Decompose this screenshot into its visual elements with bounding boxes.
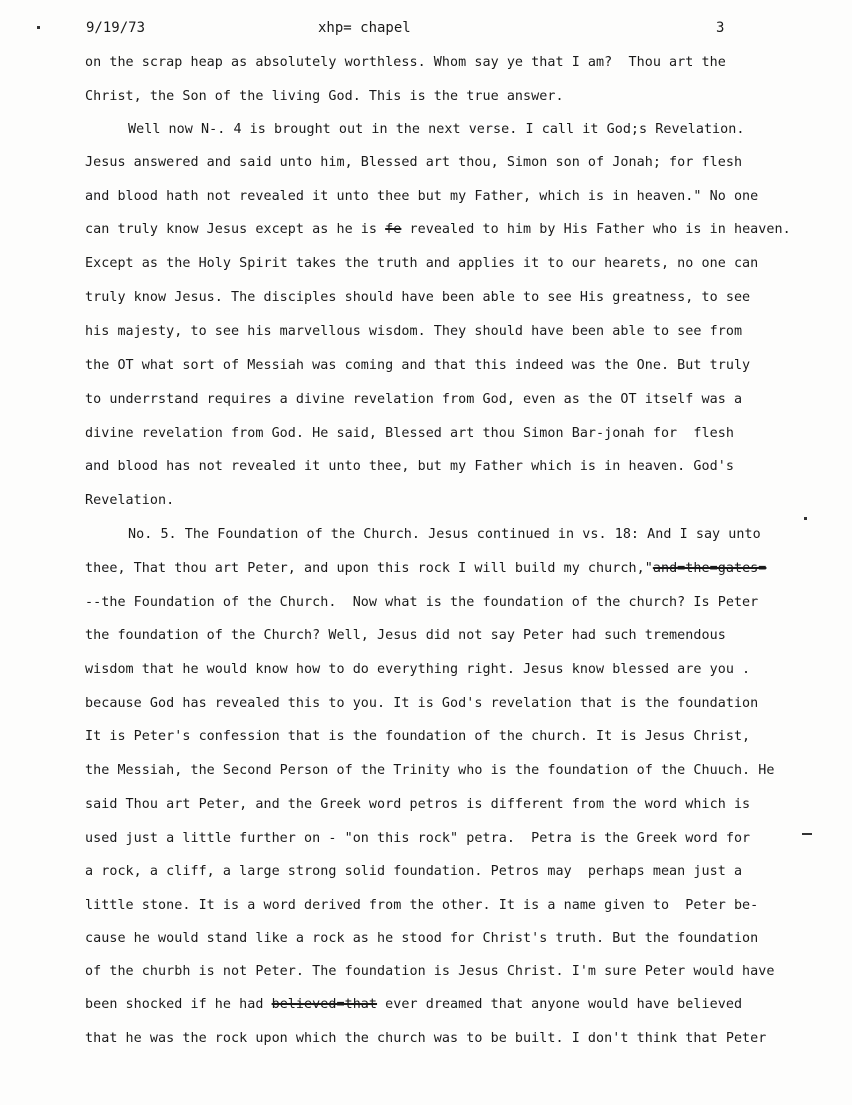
text-line: --the Foundation of the Church. Now what is the foundation of the church? Is Peter <box>85 595 759 610</box>
struck-text: and=the=gates= <box>652 561 767 576</box>
text-line: a rock, a cliff, a large strong solid foundation. Petros may perhaps mean just a <box>85 864 743 879</box>
text-line: little stone. It is a word derived from the other. It is a name given to Peter be- <box>85 898 759 913</box>
text-line: his majesty, to see his marvellous wisdom. They should have been able to see from <box>85 324 743 339</box>
struck-text: fe <box>385 222 402 237</box>
struck-text: believed=that <box>271 997 378 1012</box>
header-title: xhp= chapel <box>318 20 411 36</box>
text-line: the foundation of the Church? Well, Jesus did not say Peter had such tremendous <box>85 628 726 643</box>
header-date: 9/19/73 <box>86 20 146 36</box>
margin-mark <box>802 833 812 835</box>
text-line: the OT what sort of Messiah was coming and that this indeed was the One. But truly <box>85 358 751 373</box>
header-page-number: 3 <box>716 20 725 36</box>
text-line: No. 5. The Foundation of the Church. Jesus continued in vs. 18: And I say unto <box>128 527 761 542</box>
text-line: can truly know Jesus except as he is fe revealed to him by His Father who is in heaven. <box>85 222 791 237</box>
text-line: on the scrap heap as absolutely worthless. Whom say ye that I am? Thou art the <box>85 55 726 70</box>
text-line: to underrstand requires a divine revelation from God, even as the OT itself was a <box>85 392 743 407</box>
page-header <box>0 20 852 42</box>
text-line: Jesus answered and said unto him, Blessed art thou, Simon son of Jonah; for flesh <box>85 155 743 170</box>
text-line: truly know Jesus. The disciples should have been able to see His greatness, to see <box>85 290 751 305</box>
text-line: Well now N-. 4 is brought out in the next verse. I call it God;s Revelation. <box>128 122 745 137</box>
text-line: because God has revealed this to you. It is God's revelation that is the foundation <box>85 696 759 711</box>
margin-mark <box>37 26 40 29</box>
text-line: Except as the Holy Spirit takes the truth and applies it to our hearets, no one can <box>85 256 759 271</box>
text-line: It is Peter's confession that is the foundation of the church. It is Jesus Christ, <box>85 729 751 744</box>
text-line: Christ, the Son of the living God. This is the true answer. <box>85 89 564 104</box>
text-line: used just a little further on - "on this rock" petra. Petra is the Greek word for <box>85 831 751 846</box>
text-line: wisdom that he would know how to do everything right. Jesus know blessed are you . <box>85 662 751 677</box>
text-line: thee, That thou art Peter, and upon this rock I will build my church,"and=the=gates= <box>85 561 767 576</box>
text-line: Revelation. <box>85 493 175 508</box>
text-line: and blood has not revealed it unto thee, but my Father which is in heaven. God's <box>85 459 734 474</box>
text-line: that he was the rock upon which the church was to be built. I don't think that Peter <box>85 1031 767 1046</box>
text-line: divine revelation from God. He said, Blessed art thou Simon Bar-jonah for flesh <box>85 426 734 441</box>
text-line: said Thou art Peter, and the Greek word petros is different from the word which is <box>85 797 751 812</box>
text-line: been shocked if he had believed=that ever dreamed that anyone would have believed <box>85 997 743 1012</box>
text-line: the Messiah, the Second Person of the Trinity who is the foundation of the Chuuch. He <box>85 763 775 778</box>
text-line: and blood hath not revealed it unto thee but my Father, which is in heaven." No one <box>85 189 759 204</box>
text-line: cause he would stand like a rock as he stood for Christ's truth. But the foundation <box>85 931 759 946</box>
margin-mark <box>804 517 807 520</box>
text-line: of the churbh is not Peter. The foundation is Jesus Christ. I'm sure Peter would have <box>85 964 775 979</box>
